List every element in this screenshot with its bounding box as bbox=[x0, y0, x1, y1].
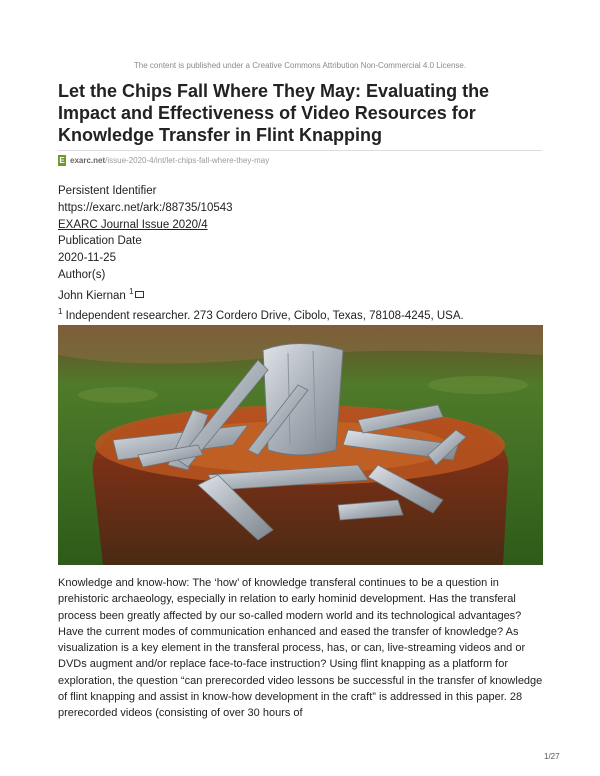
author-line bbox=[58, 284, 464, 305]
source-url[interactable] bbox=[70, 156, 269, 165]
abstract-text: Knowledge and know-how: The ‘how’ of knowledge transferal continues to be a question in prehistoric archaeology, especially in relation to early hominid development. Has the transferal process been greatly affected by our so-called modern world and its technological advantages? Have the current modes of communication enhanced and eased the transfer of knowledge? As visualization is a key element in the transferal process, has, or can, live-streaming videos and or DVDs augment and/or replace face-to-face instruction? Using flint knapping as a platform for exploration, the question “can prerecorded video lessons be successful in the transfer of knowledge of flint knapping and assist in know-how development in the craft” is addressed in this paper. 28 prerecorded videos (consisting of over 30 hours of bbox=[58, 577, 543, 720]
article-title: Let the Chips Fall Where They May: Evaluating the Impact and Effectiveness of Video Resources for Knowledge Transfer in Flint Knapping bbox=[58, 81, 490, 145]
source-domain: exarc.net bbox=[70, 156, 106, 165]
author-sup: 1 bbox=[128, 286, 134, 296]
affiliation-text: Independent researcher. 273 Cordero Drive, Cibolo, Texas, 78108-4245, USA. bbox=[65, 310, 464, 323]
source-path: /issue-2020-4/int/let-chips-fall-where-they-may bbox=[105, 156, 270, 165]
exarc-logo-icon: E bbox=[59, 156, 65, 165]
pubdate-value: 2020-11-25 bbox=[58, 252, 116, 265]
author-name: John Kiernan bbox=[58, 289, 126, 302]
pid-value[interactable]: https://exarc.net/ark:/88735/10543 bbox=[58, 201, 233, 214]
license-note: The content is published under a Creative Commons Attribution Non-Commercial 4.0 License. bbox=[133, 61, 467, 70]
article-metadata bbox=[58, 183, 464, 325]
email-icon[interactable] bbox=[135, 291, 144, 298]
pid-label: Persistent Identifier bbox=[58, 185, 157, 197]
affiliation-sup: 1 bbox=[58, 307, 63, 317]
affiliation-line bbox=[58, 304, 464, 325]
authors-label: Author(s) bbox=[58, 268, 106, 281]
flint-knapping-photo bbox=[58, 325, 543, 565]
pubdate-label: Publication Date bbox=[58, 235, 142, 248]
source-bar bbox=[58, 150, 542, 167]
journal-link[interactable]: EXARC Journal Issue 2020/4 bbox=[58, 218, 208, 231]
page-number: 1/27 bbox=[544, 752, 560, 761]
